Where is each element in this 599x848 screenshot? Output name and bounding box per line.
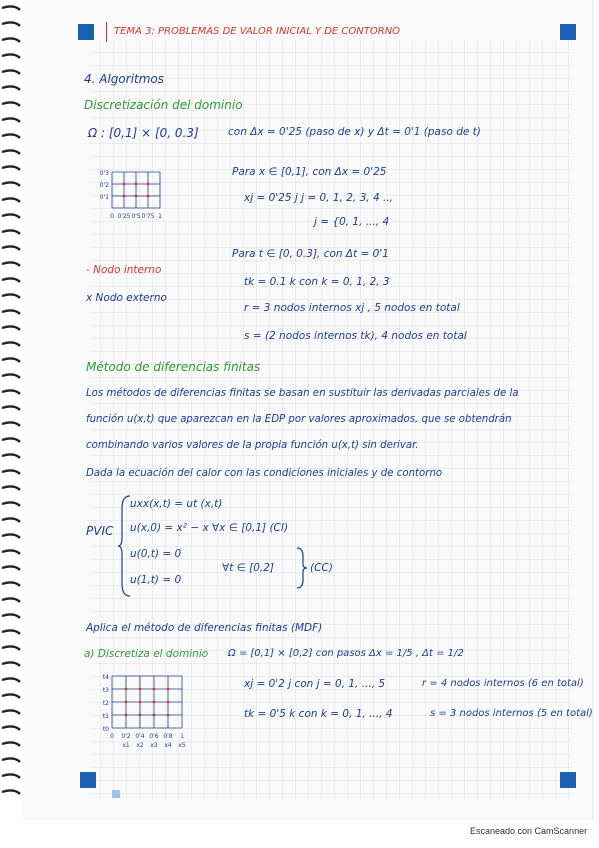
finite-diff-title: Método de diferencias finitas [86, 360, 261, 374]
internal-node [153, 714, 156, 717]
part-a-t-formula: tk = 0'5 k con k = 0, 1, ..., 4 [244, 708, 393, 720]
spiral-loop [2, 214, 20, 218]
finite-diff-line-3: combinando varios valores de la propia función u(x,t) sin derivar. [86, 440, 419, 451]
spiral-loop [2, 342, 20, 346]
internal-node [139, 688, 142, 691]
internal-node [125, 688, 128, 691]
spiral-loop [2, 582, 20, 586]
part-a-label: a) Discretiza el dominio [84, 648, 209, 660]
spiral-loop [2, 758, 20, 762]
bc-label: (CC) [310, 562, 333, 574]
spiral-loop [2, 518, 20, 522]
internal-node [167, 688, 170, 691]
spiral-loop [2, 230, 20, 234]
spiral-loop [2, 790, 20, 794]
y-tick-label: t1 [102, 713, 109, 720]
spiral-loop [2, 246, 20, 250]
internal-node [167, 714, 170, 717]
t-formula: tk = 0.1 k con k = 0, 1, 2, 3 [244, 276, 390, 288]
x-tick-label: 0'75 [141, 213, 155, 220]
legend-external-node: x Nodo externo [86, 292, 167, 304]
spiral-loop [2, 134, 20, 138]
internal-node [167, 701, 170, 704]
x-sub-label: x2 [136, 742, 144, 749]
y-tick-label: t2 [102, 700, 109, 707]
finite-diff-line-1: Los métodos de diferencias finitas se basan en sustituir las derivadas parciales de la [86, 388, 519, 399]
notebook-sheet [22, 0, 593, 820]
spiral-loop [2, 262, 20, 266]
pvic-eq-2: u(x,0) = x² − x ∀x ∈ [0,1] (CI) [130, 522, 289, 534]
spiral-loop [2, 70, 20, 74]
spiral-loop [2, 118, 20, 122]
spiral-loop [2, 598, 20, 602]
section-title: 4. Algoritmos [84, 72, 165, 86]
y-tick-label: 0'1 [99, 194, 109, 201]
internal-node [123, 183, 126, 186]
internal-node [153, 688, 156, 691]
pvic-eq-1: uxx(x,t) = ut (x,t) [130, 498, 223, 510]
apply-mdf-text: Aplica el método de diferencias finitas (MDF) [86, 622, 323, 634]
bottom-marker [112, 790, 120, 798]
spiral-loop [2, 406, 20, 410]
x-tick-label: 1 [158, 213, 162, 220]
page-header-title: TEMA 3: PROBLEMAS DE VALOR INICIAL Y DE CONTORNO [114, 26, 401, 37]
brand-logo-bottom-right [560, 772, 576, 788]
spiral-loop [2, 38, 20, 42]
bc-brace [296, 546, 308, 590]
x-tick-label: 1 [180, 733, 184, 740]
internal-node [135, 195, 138, 198]
brand-logo-top-left [78, 24, 94, 40]
spiral-loop [2, 550, 20, 554]
r-note: r = 3 nodos internos xj , 5 nodos en total [244, 302, 460, 314]
spiral-loop [2, 694, 20, 698]
spiral-loop [2, 710, 20, 714]
spiral-loop [2, 646, 20, 650]
header-divider [106, 22, 107, 42]
bc-range: ∀t ∈ [0,2] [222, 562, 275, 574]
spiral-loop [2, 614, 20, 618]
t-condition: Para t ∈ [0, 0.3], con Δt = 0'1 [232, 248, 389, 260]
internal-node [125, 714, 128, 717]
internal-node [125, 701, 128, 704]
part-a-r-note: r = 4 nodos internos (6 en total) [422, 678, 584, 689]
spiral-loop [2, 166, 20, 170]
spiral-loop [2, 566, 20, 570]
part-a-domain: Ω = [0,1] × [0,2] con pasos Δx = 1/5 , Δt = 1/2 [228, 648, 464, 659]
y-tick-label: 0'3 [99, 170, 109, 177]
spiral-loop [2, 726, 20, 730]
spiral-loop [2, 182, 20, 186]
spiral-loop [2, 486, 20, 490]
part-a-x-formula: xj = 0'2 j con j = 0, 1, ..., 5 [244, 678, 386, 690]
x-tick-label: 0 [110, 733, 114, 740]
spiral-loop [2, 86, 20, 90]
internal-node [153, 701, 156, 704]
x-index-range: j = {0, 1, ..., 4 [314, 216, 390, 228]
pvic-eq-3: u(0,t) = 0 [130, 548, 182, 560]
spiral-loop [2, 630, 20, 634]
spiral-loop [2, 454, 20, 458]
spiral-loop [2, 326, 20, 330]
x-tick-label: 0'25 [117, 213, 131, 220]
domain-grid-sketch-2 [78, 670, 208, 766]
y-tick-label: t0 [102, 726, 109, 733]
spiral-loop [2, 54, 20, 58]
y-tick-label: t4 [102, 674, 109, 681]
x-tick-label: 0'5 [131, 213, 141, 220]
domain-definition: Ω : [0,1] × [0, 0.3] [88, 126, 199, 140]
x-condition: Para x ∈ [0,1], con Δx = 0'25 [232, 166, 387, 178]
brand-logo-top-right [560, 24, 576, 40]
spiral-loop [2, 678, 20, 682]
spiral-loop [2, 358, 20, 362]
spiral-loop [2, 278, 20, 282]
internal-node [123, 195, 126, 198]
y-tick-label: t3 [102, 687, 109, 694]
spiral-loop [2, 390, 20, 394]
spiral-loop [2, 22, 20, 26]
spiral-loop [2, 198, 20, 202]
spiral-loop [2, 102, 20, 106]
spiral-loop [2, 438, 20, 442]
x-tick-label: 0'4 [135, 733, 145, 740]
x-sub-label: x3 [150, 742, 158, 749]
y-tick-label: 0'2 [99, 182, 109, 189]
steps-definition: con Δx = 0'25 (paso de x) y Δt = 0'1 (paso de t) [228, 126, 481, 138]
discretization-title: Discretización del dominio [84, 98, 243, 112]
spiral-loop [2, 502, 20, 506]
x-formula: xj = 0'25 j j = 0, 1, 2, 3, 4 .., [244, 192, 393, 204]
spiral-loop [2, 662, 20, 666]
x-tick-label: 0 [110, 213, 114, 220]
internal-node [147, 183, 150, 186]
spiral-loop [2, 150, 20, 154]
spiral-binding [0, 0, 22, 810]
brand-logo-bottom-left [80, 772, 96, 788]
x-tick-label: 0'2 [121, 733, 131, 740]
x-tick-label: 0'6 [149, 733, 159, 740]
internal-node [139, 714, 142, 717]
spiral-loop [2, 774, 20, 778]
x-sub-label: x1 [122, 742, 130, 749]
finite-diff-line-2: función u(x,t) que aparezcan en la EDP por valores aproximados, que se obtendrán [86, 414, 512, 425]
legend-internal-node: - Nodo interno [86, 264, 162, 276]
domain-grid-sketch-1 [82, 164, 202, 250]
spiral-loop [2, 6, 20, 10]
internal-node [139, 701, 142, 704]
spiral-loop [2, 310, 20, 314]
finite-diff-line-4: Dada la ecuación del calor con las condiciones iniciales y de contorno [86, 468, 443, 479]
s-note: s = (2 nodos internos tk), 4 nodos en total [244, 330, 467, 342]
spiral-loop [2, 422, 20, 426]
scanner-watermark: Escaneado con CamScanner [470, 826, 588, 836]
x-sub-label: x5 [178, 742, 186, 749]
pvic-label: PVIC [86, 524, 114, 538]
spiral-loop [2, 470, 20, 474]
spiral-loop [2, 742, 20, 746]
internal-node [135, 183, 138, 186]
spiral-loop [2, 534, 20, 538]
spiral-loop [2, 374, 20, 378]
part-a-s-note: s = 3 nodos internos (5 en total) [430, 708, 593, 719]
x-sub-label: x4 [164, 742, 172, 749]
pvic-eq-4: u(1,t) = 0 [130, 574, 182, 586]
x-tick-label: 0'8 [163, 733, 173, 740]
internal-node [147, 195, 150, 198]
spiral-loop [2, 294, 20, 298]
